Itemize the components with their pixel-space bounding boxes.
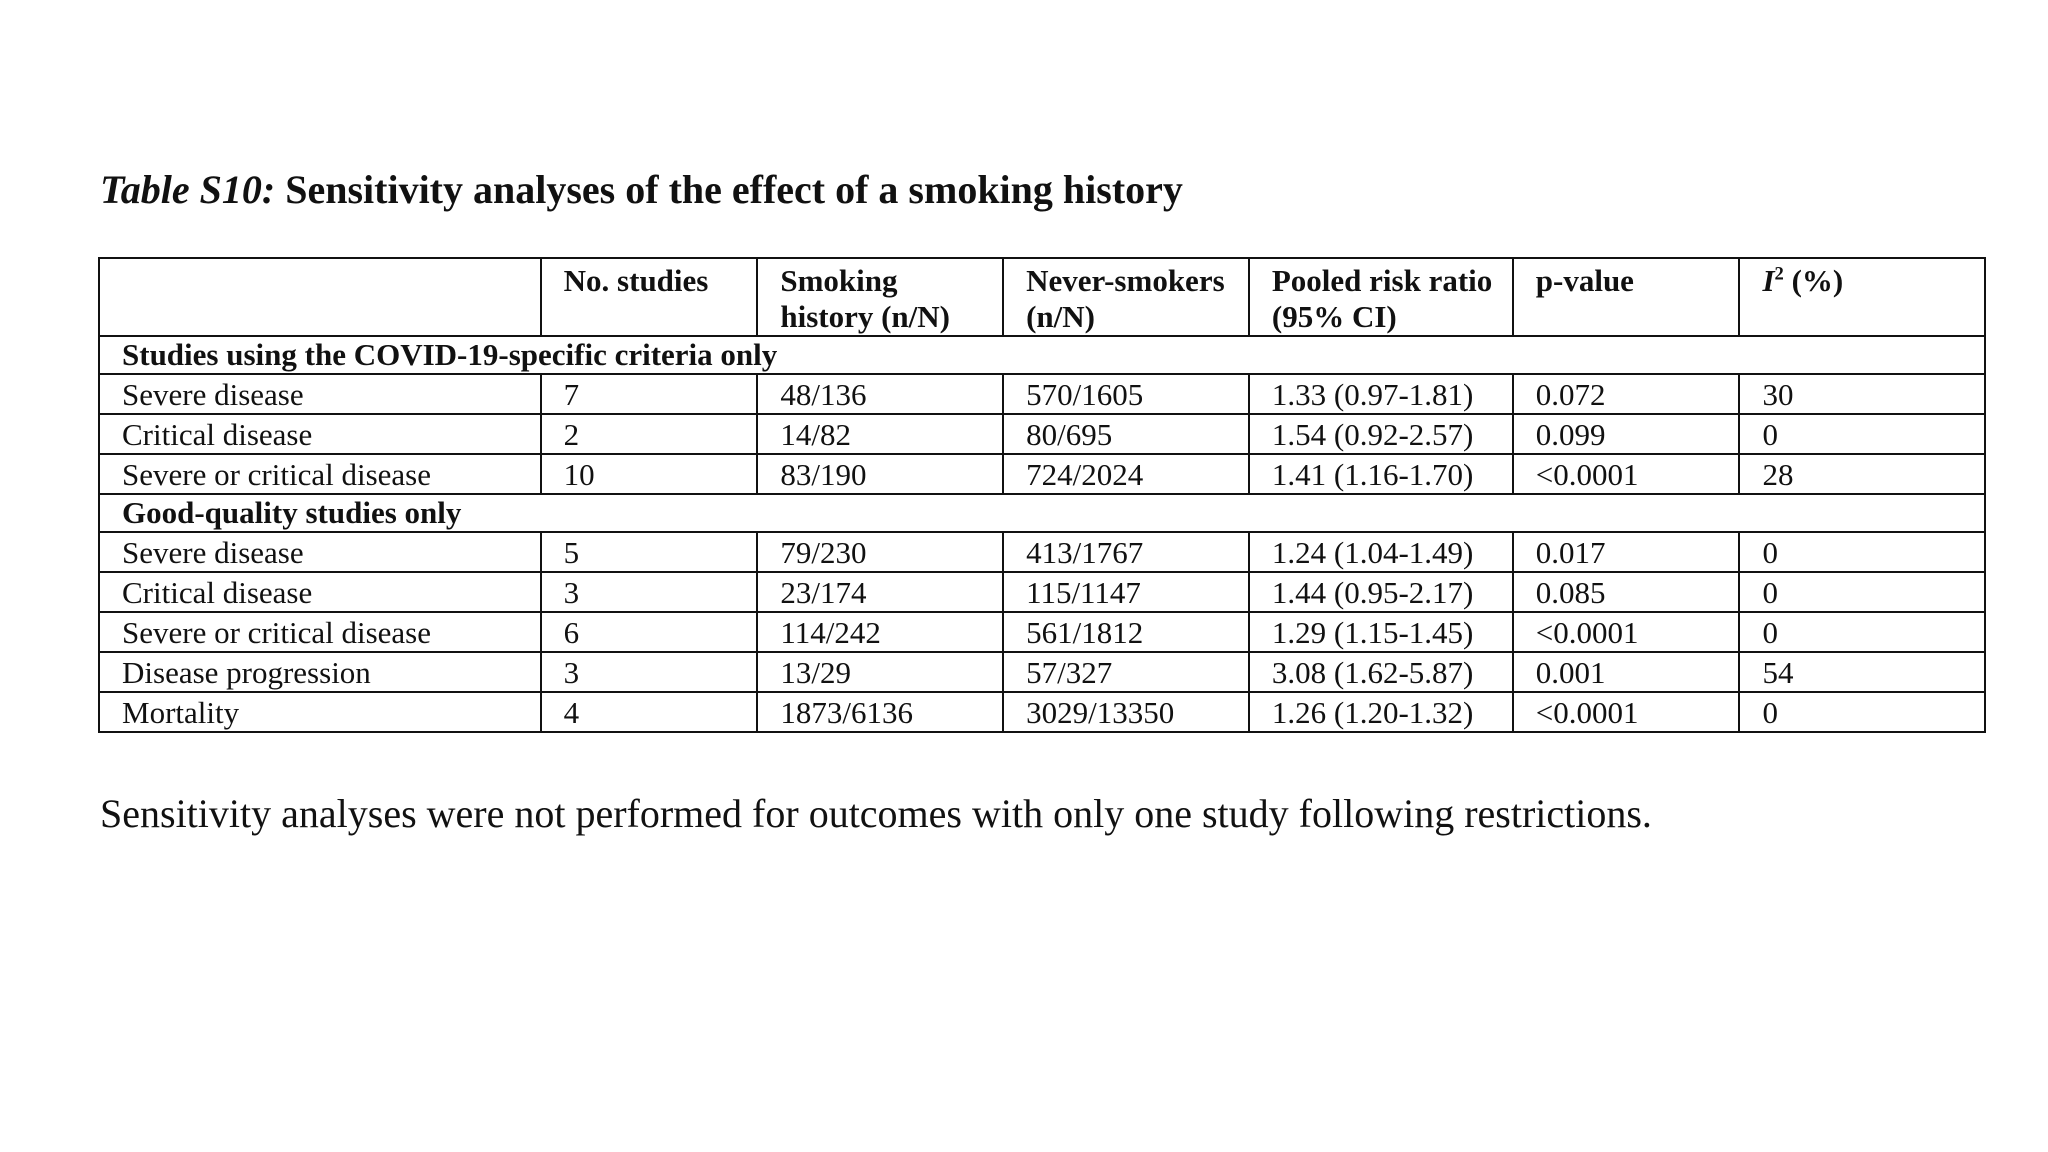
cell-outcome: Disease progression (99, 652, 541, 692)
cell-i-squared: 30 (1739, 374, 1985, 414)
cell-pooled-risk-ratio: 1.24 (1.04-1.49) (1249, 532, 1513, 572)
table-row (99, 532, 1985, 572)
section-title: Good-quality studies only (99, 494, 1985, 532)
cell-p-value: 0.072 (1513, 374, 1740, 414)
table-footnote: Sensitivity analyses were not performed for outcomes with only one study following restrictions. (100, 791, 1652, 836)
cell-no-studies: 7 (541, 374, 758, 414)
cell-i-squared: 0 (1739, 532, 1985, 572)
cell-p-value: 0.017 (1513, 532, 1740, 572)
header-blank-cell (99, 258, 541, 336)
section-title: Studies using the COVID-19-specific criteria only (99, 336, 1985, 374)
cell-no-studies: 6 (541, 612, 758, 652)
cell-no-studies: 4 (541, 692, 758, 732)
table-header-row (99, 258, 1985, 336)
cell-outcome: Severe or critical disease (99, 454, 541, 494)
cell-p-value: <0.0001 (1513, 612, 1740, 652)
cell-pooled-risk-ratio: 1.26 (1.20-1.32) (1249, 692, 1513, 732)
cell-no-studies: 2 (541, 414, 758, 454)
cell-i-squared: 54 (1739, 652, 1985, 692)
header-never-smokers: Never-smokers (n/N) (1003, 258, 1249, 336)
table-caption-label: Table S10: (100, 167, 276, 212)
cell-smoking-history: 13/29 (757, 652, 1003, 692)
cell-pooled-risk-ratio: 1.54 (0.92-2.57) (1249, 414, 1513, 454)
cell-never-smokers: 561/1812 (1003, 612, 1249, 652)
cell-no-studies: 3 (541, 652, 758, 692)
cell-outcome: Severe disease (99, 532, 541, 572)
cell-i-squared: 0 (1739, 572, 1985, 612)
cell-no-studies: 10 (541, 454, 758, 494)
cell-pooled-risk-ratio: 1.44 (0.95-2.17) (1249, 572, 1513, 612)
header-i-squared (1739, 258, 1985, 336)
cell-p-value: 0.085 (1513, 572, 1740, 612)
table-caption-text: Sensitivity analyses of the effect of a smoking history (275, 167, 1183, 212)
cell-p-value: 0.001 (1513, 652, 1740, 692)
cell-smoking-history: 48/136 (757, 374, 1003, 414)
table-row (99, 414, 1985, 454)
cell-smoking-history: 23/174 (757, 572, 1003, 612)
table-row (99, 572, 1985, 612)
cell-outcome: Severe or critical disease (99, 612, 541, 652)
table-row (99, 692, 1985, 732)
cell-p-value: <0.0001 (1513, 692, 1740, 732)
header-i-squared-letter: I (1762, 263, 1775, 298)
table-body (99, 336, 1985, 732)
cell-never-smokers: 413/1767 (1003, 532, 1249, 572)
cell-i-squared: 0 (1739, 692, 1985, 732)
header-pooled-risk-ratio: Pooled risk ratio (95% CI) (1249, 258, 1513, 336)
cell-pooled-risk-ratio: 1.41 (1.16-1.70) (1249, 454, 1513, 494)
cell-outcome: Critical disease (99, 414, 541, 454)
cell-smoking-history: 83/190 (757, 454, 1003, 494)
cell-outcome: Mortality (99, 692, 541, 732)
header-i-squared-superscript: 2 (1774, 263, 1784, 285)
cell-outcome: Critical disease (99, 572, 541, 612)
table-row (99, 454, 1985, 494)
cell-i-squared: 28 (1739, 454, 1985, 494)
section-header-row (99, 336, 1985, 374)
table-row (99, 374, 1985, 414)
cell-p-value: 0.099 (1513, 414, 1740, 454)
cell-smoking-history: 14/82 (757, 414, 1003, 454)
cell-pooled-risk-ratio: 3.08 (1.62-5.87) (1249, 652, 1513, 692)
header-no-studies: No. studies (541, 258, 758, 336)
cell-never-smokers: 570/1605 (1003, 374, 1249, 414)
cell-i-squared: 0 (1739, 414, 1985, 454)
cell-pooled-risk-ratio: 1.29 (1.15-1.45) (1249, 612, 1513, 652)
cell-i-squared: 0 (1739, 612, 1985, 652)
cell-pooled-risk-ratio: 1.33 (0.97-1.81) (1249, 374, 1513, 414)
table-caption (100, 166, 1183, 213)
header-i-squared-unit: (%) (1783, 263, 1844, 298)
cell-no-studies: 3 (541, 572, 758, 612)
cell-never-smokers: 724/2024 (1003, 454, 1249, 494)
cell-never-smokers: 57/327 (1003, 652, 1249, 692)
cell-p-value: <0.0001 (1513, 454, 1740, 494)
cell-outcome: Severe disease (99, 374, 541, 414)
cell-smoking-history: 79/230 (757, 532, 1003, 572)
cell-never-smokers: 80/695 (1003, 414, 1249, 454)
table-row (99, 612, 1985, 652)
section-header-row (99, 494, 1985, 532)
header-p-value: p-value (1513, 258, 1740, 336)
cell-smoking-history: 114/242 (757, 612, 1003, 652)
sensitivity-analyses-table (98, 257, 1986, 733)
cell-never-smokers: 115/1147 (1003, 572, 1249, 612)
cell-no-studies: 5 (541, 532, 758, 572)
cell-never-smokers: 3029/13350 (1003, 692, 1249, 732)
header-smoking-history: Smoking history (n/N) (757, 258, 1003, 336)
cell-smoking-history: 1873/6136 (757, 692, 1003, 732)
table-row (99, 652, 1985, 692)
